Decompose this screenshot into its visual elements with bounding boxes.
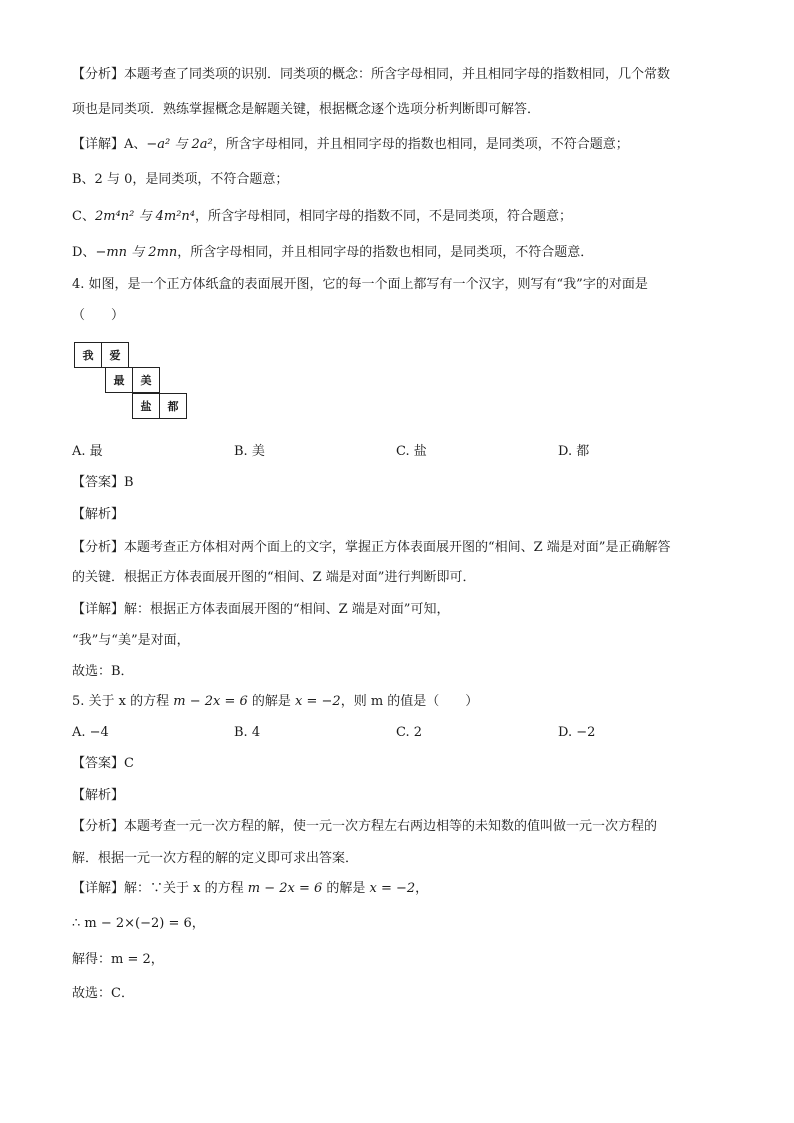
q5-option-c: C. 2 — [396, 725, 423, 740]
cube-face: 盐 — [132, 393, 160, 419]
q4-detail-2: “我”与“美”是对面， — [72, 633, 190, 648]
q5-analysis-2: 解．根据一元一次方程的解的定义即可求出答案． — [72, 851, 359, 866]
q5-detail-2: ∴ m − 2×(−2) = 6， — [72, 916, 205, 931]
q4-option-b: B. 美 — [234, 444, 265, 459]
cube-net-figure — [74, 342, 190, 422]
q4-explanation-heading: 【解析】 — [72, 507, 125, 522]
cube-face: 最 — [105, 367, 133, 393]
question-5-stem — [72, 693, 734, 711]
q4-option-a: A. 最 — [72, 444, 103, 459]
math-expr: x = −2 — [295, 694, 341, 709]
math-expr: 2m⁴n² 与 4m²n⁴ — [94, 209, 196, 224]
q5-text: 的解是 — [247, 694, 296, 709]
detail-label-d: D、 — [72, 245, 96, 260]
math-expr: x = −2 — [369, 881, 416, 896]
cube-face: 我 — [74, 342, 102, 368]
q4-analysis-1: 【分析】本题考查正方体相对两个面上的文字，掌握正方体表面展开图的“相间、Z 端是对面”是正确解答 — [72, 540, 671, 555]
q4-analysis-2: 的关键．根据正方体表面展开图的“相间、Z 端是对面”进行判断即可． — [72, 570, 476, 585]
detail-line-b: B、2 与 0，是同类项，不符合题意； — [72, 172, 289, 187]
analysis-line-1: 【分析】本题考查了同类项的识别．同类项的概念：所含字母相同，并且相同字母的指数相同，几个常数 — [72, 67, 671, 82]
q5-option-d: D. −2 — [558, 725, 596, 740]
detail-label-a: 【详解】A、 — [72, 137, 147, 152]
q5-detail-text: 【详解】解：∵关于 x 的方程 — [72, 881, 248, 896]
q5-detail-3: 解得：m = 2， — [72, 952, 164, 967]
q5-detail-1 — [72, 880, 734, 898]
detail-line-c — [72, 208, 734, 226]
detail-line-d — [72, 244, 734, 262]
math-expr: −a² 与 2a² — [146, 137, 213, 152]
q4-option-d: D. 都 — [558, 444, 590, 459]
q5-detail-4: 故选：C． — [72, 986, 134, 1001]
q5-detail-text: 的解是 — [322, 881, 370, 896]
detail-text: ，所含字母相同，并且相同字母的指数也相同，是同类项，不符合题意； — [212, 137, 629, 152]
detail-label-c: C、 — [72, 209, 95, 224]
q4-detail-1: 【详解】解：根据正方体表面展开图的“相间、Z 端是对面”可知， — [72, 602, 450, 617]
q4-answer: 【答案】B — [72, 475, 134, 490]
q5-option-a: A. −4 — [72, 725, 109, 740]
q4-option-c: C. 盐 — [396, 444, 427, 459]
q5-option-b: B. 4 — [234, 725, 261, 740]
analysis-line-2: 项也是同类项．熟练掌握概念是解题关键，根据概念逐个选项分析判断即可解答． — [72, 102, 541, 117]
q5-text: ，则 m 的值是（ ） — [340, 694, 479, 709]
q5-detail-text: ， — [415, 881, 429, 896]
cube-face: 都 — [159, 393, 187, 419]
question-4-stem: 4. 如图，是一个正方体纸盒的表面展开图，它的每一个面上都写有一个汉字，则写有“我”字的对面是 — [72, 277, 648, 292]
cube-face: 美 — [132, 367, 160, 393]
q5-text: 5. 关于 x 的方程 — [72, 694, 174, 709]
detail-line-a — [72, 136, 734, 154]
q5-analysis-1: 【分析】本题考查一元一次方程的解，使一元一次方程左右两边相等的未知数的值叫做一元一次方程的 — [72, 819, 658, 834]
math-expr: −mn 与 2mn — [95, 245, 178, 260]
math-expr: m − 2x = 6 — [173, 694, 248, 709]
question-4-bracket: （ ） — [72, 308, 125, 323]
detail-text: ，所含字母相同，并且相同字母的指数也相同，是同类项，不符合题意． — [177, 245, 594, 260]
q5-explanation-heading: 【解析】 — [72, 788, 125, 803]
detail-text: ，所含字母相同，相同字母的指数不同，不是同类项，符合题意； — [195, 209, 573, 224]
cube-face: 爱 — [101, 342, 129, 368]
q4-detail-3: 故选：B． — [72, 664, 134, 679]
math-expr: m − 2x = 6 — [247, 881, 323, 896]
q5-answer: 【答案】C — [72, 756, 134, 771]
